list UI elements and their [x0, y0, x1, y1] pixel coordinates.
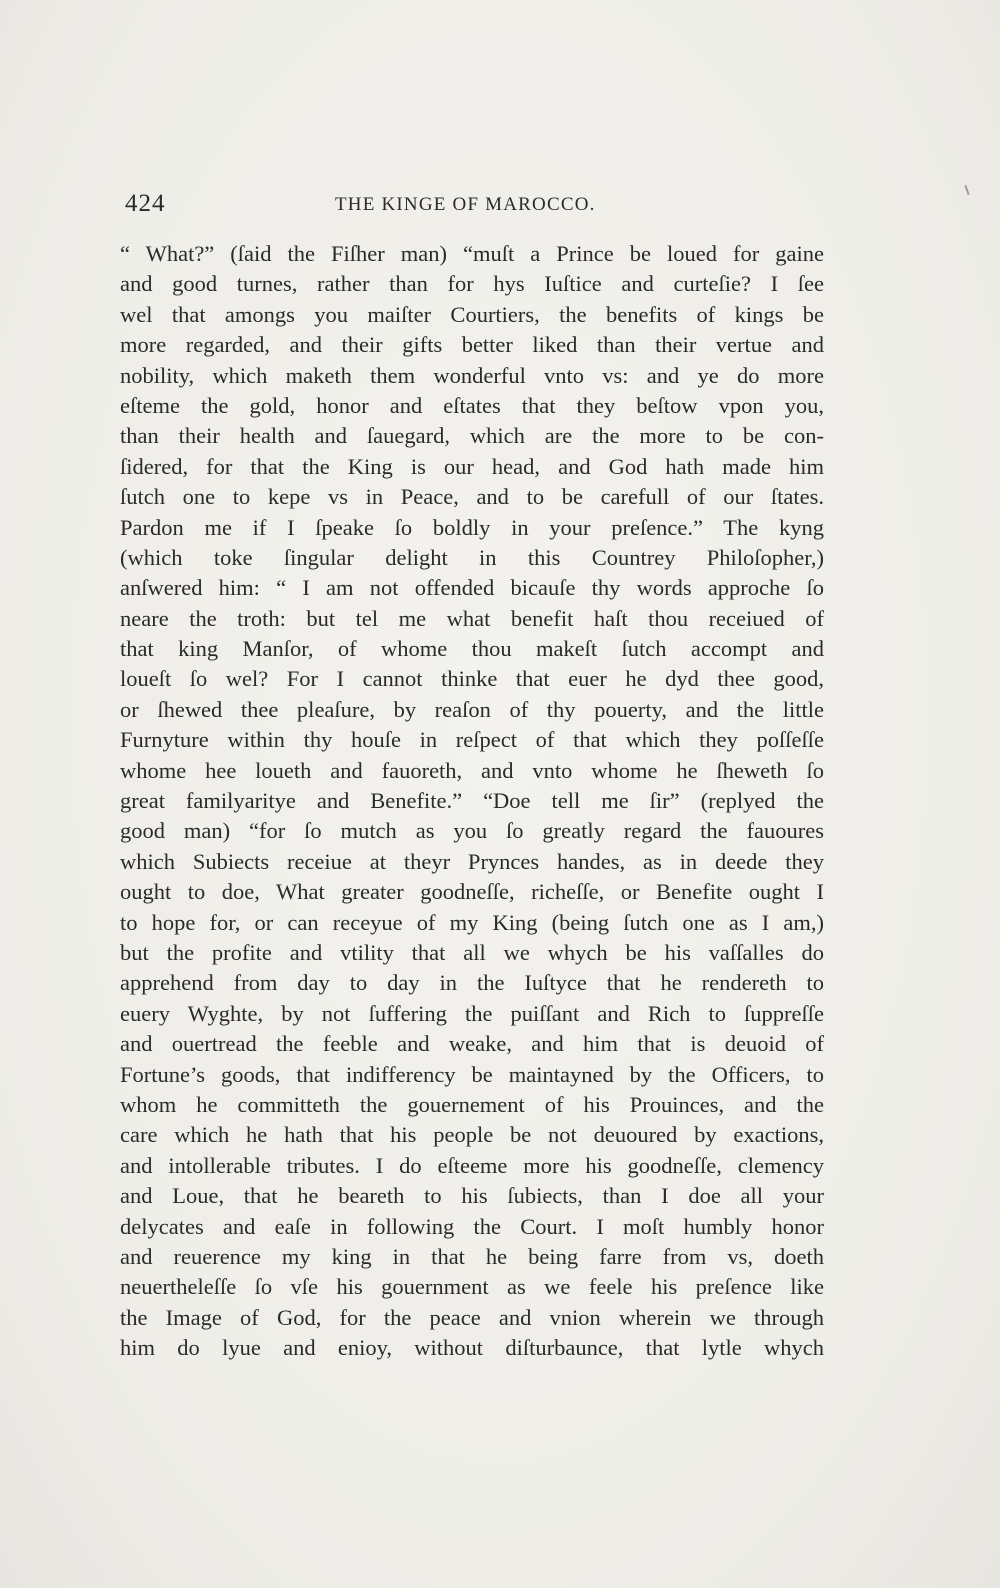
- text-line: neare the troth: but tel me what benefit haſt thou receiued of: [120, 605, 824, 631]
- text-line: euery Wyghte, by not ſuffering the puiſſant and Rich to ſuppreſſe: [120, 1000, 824, 1026]
- text-line: (which toke ſingular delight in this Countrey Philoſopher,): [120, 544, 824, 570]
- text-line: that king Manſor, of whome thou makeſt ſutch accompt and: [120, 636, 824, 662]
- text-line: Pardon me if I ſpeake ſo boldly in your preſence.” The kyng: [120, 514, 824, 540]
- text-line: eſteme the gold, honor and eſtates that they beſtow vpon you,: [120, 392, 824, 418]
- page-header: [125, 190, 825, 230]
- text-line: delycates and eaſe in following the Court. I moſt humbly honor: [120, 1213, 824, 1239]
- text-line: which Subiects receiue at theyr Prynces handes, as in deede they: [120, 848, 824, 874]
- text-line: good man) “for ſo mutch as you ſo greatly regard the fauoures: [120, 818, 824, 844]
- text-line: great familyaritye and Benefite.” “Doe tell me ſir” (replyed the: [120, 788, 824, 814]
- text-line: Furnyture within thy houſe in reſpect of that which they poſſeſſe: [120, 727, 824, 753]
- text-line: and reuerence my king in that he being farre from vs, doeth: [120, 1243, 824, 1269]
- text-line: and intollerable tributes. I do eſteeme more his goodneſſe, clemency: [120, 1152, 824, 1178]
- text-line: more regarded, and their gifts better liked than their vertue and: [120, 332, 824, 358]
- text-line: him do lyue and enioy, without diſturbaunce, that lytle whych: [120, 1335, 824, 1361]
- text-line: anſwered him: “ I am not offended bicauſe thy words approche ſo: [120, 575, 824, 601]
- text-line: “ What?” (ſaid the Fiſher man) “muſt a Prince be loued for gaine: [120, 241, 824, 266]
- text-line: to hope for, or can receyue of my King (being ſutch one as I am,): [120, 909, 824, 935]
- page-number: 424: [125, 190, 166, 217]
- text-line: apprehend from day to day in the Iuſtyce that he rendereth to: [120, 970, 824, 996]
- text-line: ought to doe, What greater goodneſſe, richeſſe, or Benefite ought I: [120, 879, 824, 905]
- body-text: [120, 239, 824, 1363]
- text-line: and ouertread the feeble and weake, and him that is deuoid of: [120, 1031, 824, 1057]
- text-line: and Loue, that he beareth to his ſubiects, than I doe all your: [120, 1183, 824, 1209]
- text-line: nobility, which maketh them wonderful vnto vs: and ye do more: [120, 362, 824, 388]
- margin-mark: [964, 185, 969, 195]
- text-line: whome hee loueth and fauoreth, and vnto whome he ſheweth ſo: [120, 757, 824, 783]
- text-line: or ſhewed thee pleaſure, by reaſon of thy pouerty, and the little: [120, 696, 824, 722]
- text-line: loueſt ſo wel? For I cannot thinke that euer he dyd thee good,: [120, 666, 824, 692]
- text-line: and good turnes, rather than for hys Iuſtice and curteſie? I ſee: [120, 271, 824, 297]
- text-line: the Image of God, for the peace and vnion wherein we through: [120, 1304, 824, 1330]
- text-line: whom he committeth the gouernement of his Prouinces, and the: [120, 1091, 824, 1117]
- text-line: than their health and ſauegard, which are the more to be con-: [120, 423, 824, 449]
- running-title: THE KINGE OF MAROCCO.: [335, 194, 596, 215]
- text-line: wel that amongs you maiſter Courtiers, the benefits of kings be: [120, 301, 824, 327]
- text-line: care which he hath that his people be not deuoured by exactions,: [120, 1122, 824, 1148]
- text-line: neuertheleſſe ſo vſe his gouernment as we feele his preſence like: [120, 1274, 824, 1300]
- text-line: but the profite and vtility that all we whych be his vaſſalles do: [120, 939, 824, 965]
- text-line: ſutch one to kepe vs in Peace, and to be carefull of our ſtates.: [120, 484, 824, 510]
- text-line: ſidered, for that the King is our head, and God hath made him: [120, 453, 824, 479]
- text-line: Fortune’s goods, that indifferency be maintayned by the Officers, to: [120, 1061, 824, 1087]
